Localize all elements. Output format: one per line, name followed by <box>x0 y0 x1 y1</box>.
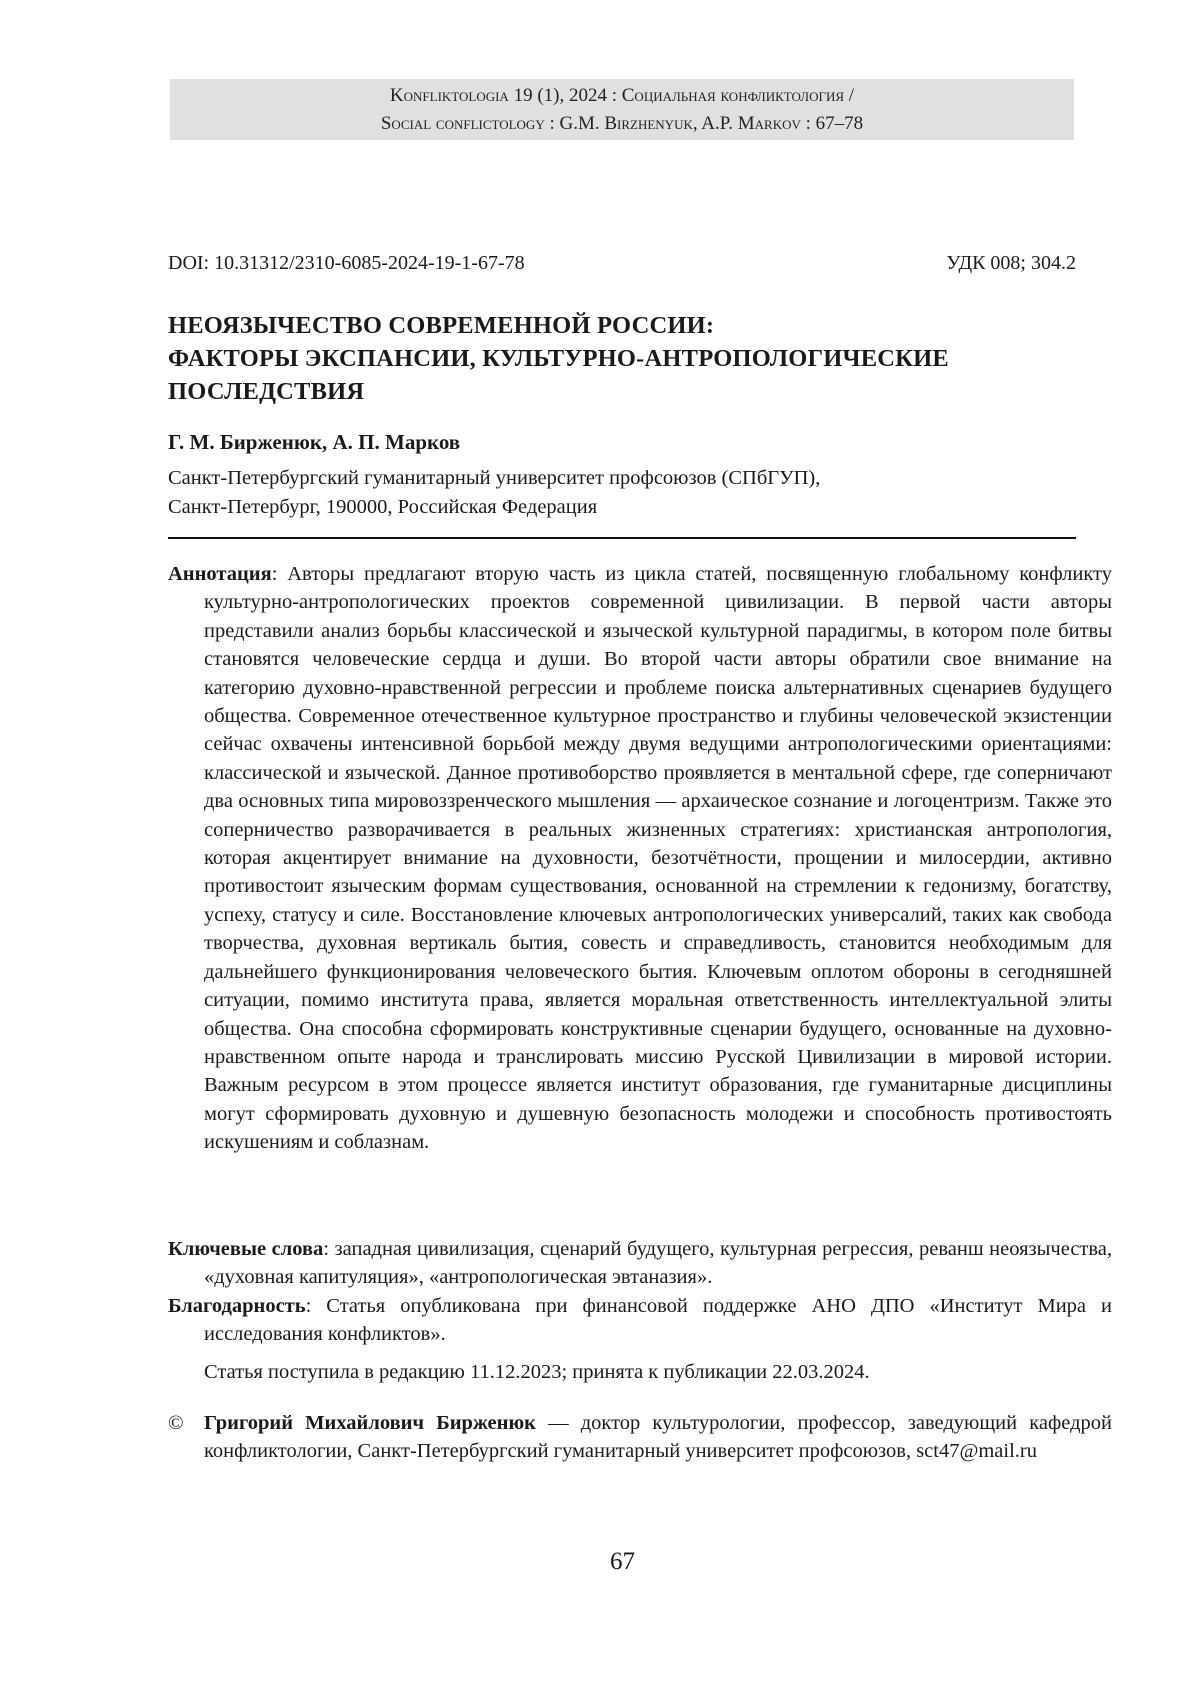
article-title <box>168 309 1078 408</box>
title-line-1: НЕОЯЗЫЧЕСТВО СОВРЕМЕННОЙ РОССИИ: <box>168 312 715 339</box>
received-dates: Статья поступила в редакцию 11.12.2023; принята к публикации 22.03.2024. <box>204 1361 870 1383</box>
running-header-line-2: Social conflictology : G.M. Birzhenyuk, A.P. Markov : 67–78 <box>380 112 864 134</box>
running-header-line-1: Konfliktologia 19 (1), 2024 : Социальная конфликтология / <box>389 84 855 106</box>
abstract-label: Аннотация <box>168 563 272 585</box>
acknowledgment <box>168 1292 1112 1349</box>
acknowledgment-text: : Статья опубликована при финансовой поддержке АНО ДПО «Институт Мира и исследования конфликтов». <box>204 1295 1112 1346</box>
udc-code: УДК 008; 304.2 <box>946 252 1076 274</box>
running-header <box>170 79 1074 140</box>
abstract <box>168 560 1112 1157</box>
copyright-author-info: — доктор культурологии, профессор, заведующий кафедрой конфликтологии, Санкт-Петербургский гуманитарный университет профсоюзов, sct47@mail.ru <box>204 1412 1112 1463</box>
keywords-text: : западная цивилизация, сценарий будущего, культурная регрессия, реванш неоязычества, «духовная капитуляция», «антропологическая эвтаназия». <box>204 1238 1113 1289</box>
abstract-text: : Авторы предлагают вторую часть из цикла статей, посвященную глобальному конфликту культурно-антропологических проектов современной цивилизации. В первой части авторы представили анализ борьбы классической и языческой культурной парадигмы, в котором поле битвы становятся человеческие сердца и души. Во второй части авторы обратили свое внимание на категорию духовно-нравственной регрессии и проблеме поиска альтернативных сценариев будущего общества. Современное отечественное культурное пространство и глубины человеческой экзистенции сейчас охвачены интенсивной борьбой между двумя ведущими антропологическими ориентациями: классической и языческой. Данное противоборство проявляется в ментальной сфере, где соперничают два основных типа мировоззренческого мышления — архаическое сознание и логоцентризм. Также это соперничество разворачивается в реальных жизненных стратегиях: христианская антропология, которая акцентирует внимание на духовности, безотчётности, прощении и милосердии, активно противостоит языческим формам существования, основанной на стремлении к гедонизму, богатству, успеху, статусу и силе. Восстановление ключевых антропологических универсалий, таких как свобода творчества, духовная вертикаль бытия, совесть и справедливость, становится необходимым для дальнейшего функционирования человеческого бытия. Ключевым оплотом обороны в сегодняшней ситуации, помимо института права, является моральная ответственность интеллектуальной элиты общества. Она способна сформировать конструктивные сценарии будущего, основанные на духовно-нравственном опыте народа и транслировать миссию Русской Цивилизации в мировой истории. Важным ресурсом в этом процессе является институт образования, где гуманитарные дисциплины могут сформировать духовную и душевную безопасность молодежи и способность противостоять искушениям и соблазнам. <box>204 563 1112 1154</box>
copyright-note <box>168 1409 1112 1466</box>
affiliation <box>168 464 1068 522</box>
article-identifiers <box>168 252 1076 275</box>
copyright-symbol: © <box>168 1412 184 1434</box>
page-number: 67 <box>610 1548 635 1575</box>
keywords <box>168 1235 1112 1292</box>
affiliation-line-1: Санкт-Петербургский гуманитарный университет профсоюзов (СПбГУП), <box>168 467 821 489</box>
affiliation-line-2: Санкт-Петербург, 190000, Российская Федерация <box>168 496 598 518</box>
acknowledgment-label: Благодарность <box>168 1295 306 1317</box>
divider <box>168 537 1076 539</box>
authors: Г. М. Бирженюк, А. П. Марков <box>168 430 461 454</box>
keywords-label: Ключевые слова <box>168 1238 324 1260</box>
copyright-author-name: Григорий Михайлович Бирженюк <box>204 1412 536 1434</box>
doi[interactable]: DOI: 10.31312/2310-6085-2024-19-1-67-78 <box>168 252 525 274</box>
title-line-3: ПОСЛЕДСТВИЯ <box>168 378 365 405</box>
title-line-2: ФАКТОРЫ ЭКСПАНСИИ, КУЛЬТУРНО-АНТРОПОЛОГИЧЕСКИЕ <box>168 345 949 372</box>
